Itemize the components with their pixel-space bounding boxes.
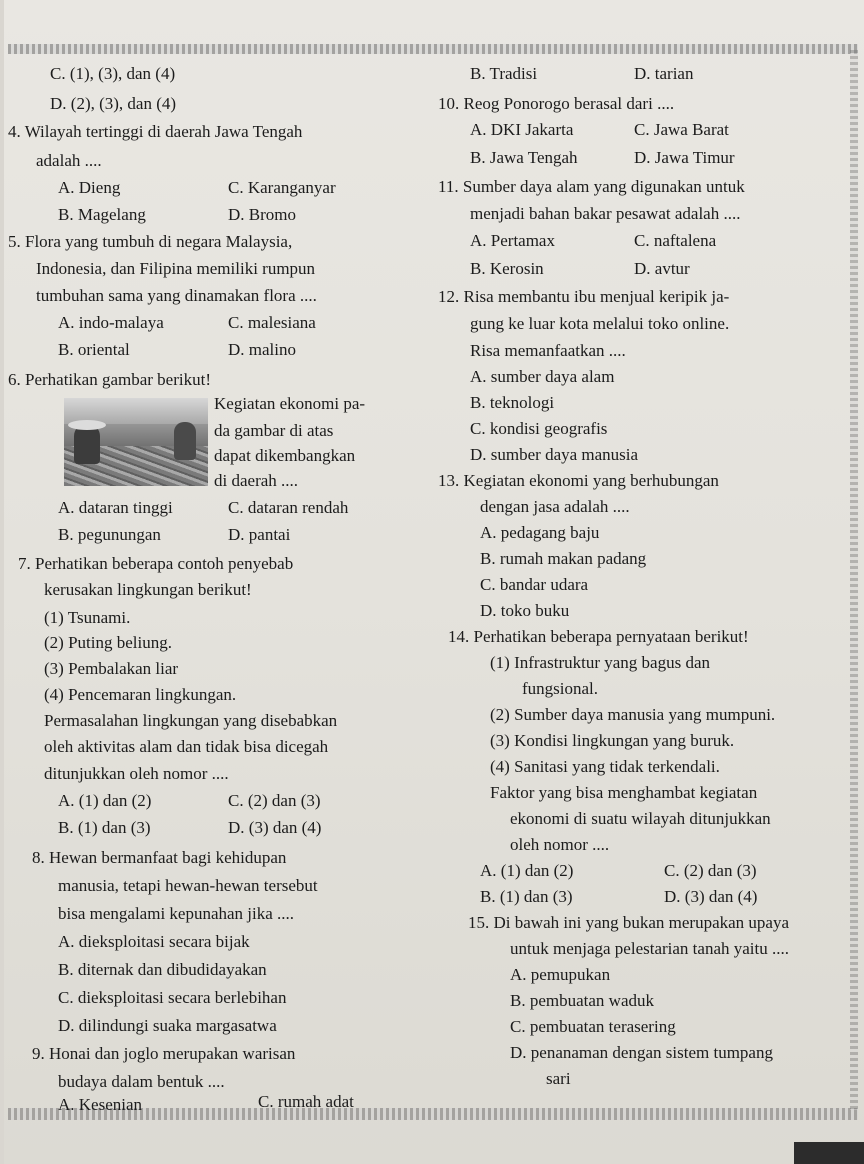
option-a: A. dataran tinggi bbox=[58, 498, 173, 517]
page-number-tab bbox=[794, 1142, 864, 1164]
option-b: B. Tradisi bbox=[470, 64, 538, 83]
option-c: C. Karanganyar bbox=[228, 178, 336, 197]
question-4: 4. Wilayah tertinggi di daerah Jawa Tengah bbox=[8, 122, 303, 141]
list-item: fungsional. bbox=[522, 679, 599, 698]
option-b: B. teknologi bbox=[470, 393, 555, 412]
decorative-border-top bbox=[8, 44, 858, 54]
option-a: A. (1) dan (2) bbox=[58, 791, 152, 810]
question-8: 8. Hewan bermanfaat bagi kehidupan bbox=[32, 848, 287, 867]
option-a: A. Dieng bbox=[58, 178, 121, 197]
option-d: D. Jawa Timur bbox=[634, 148, 735, 167]
question-text: oleh aktivitas alam dan tidak bisa dicegah bbox=[44, 737, 329, 756]
option-c: C. rumah adat bbox=[258, 1092, 354, 1111]
option-c: C. pembuatan terasering bbox=[510, 1017, 676, 1036]
option-c: C. malesiana bbox=[228, 313, 316, 332]
question-text: Indonesia, dan Filipina memiliki rumpun bbox=[36, 259, 316, 278]
option-c: C. bandar udara bbox=[480, 575, 589, 594]
option-a: A. pemupukan bbox=[510, 965, 611, 984]
option-d: D. avtur bbox=[634, 259, 690, 278]
question-text: Kegiatan ekonomi pa- bbox=[214, 394, 366, 413]
question-text: Risa memanfaatkan .... bbox=[470, 341, 626, 360]
option-b: B. oriental bbox=[58, 340, 130, 359]
question-text: dengan jasa adalah .... bbox=[480, 497, 630, 516]
option-d: D. toko buku bbox=[480, 601, 570, 620]
option-b: B. pegunungan bbox=[58, 525, 161, 544]
list-item: (4) Pencemaran lingkungan. bbox=[44, 685, 237, 704]
option-c: C. (2) dan (3) bbox=[664, 861, 757, 880]
question-text: manusia, tetapi hewan-hewan tersebut bbox=[58, 876, 318, 895]
option-d: D. (3) dan (4) bbox=[228, 818, 322, 837]
question-11: 11. Sumber daya alam yang digunakan untuk bbox=[438, 177, 745, 196]
option-line: D. (2), (3), dan (4) bbox=[50, 94, 177, 113]
question-text: kerusakan lingkungan berikut! bbox=[44, 580, 252, 599]
option-b: B. rumah makan padang bbox=[480, 549, 647, 568]
list-item: (2) Puting beliung. bbox=[44, 633, 172, 652]
option-a: A. sumber daya alam bbox=[470, 367, 615, 386]
list-item: (3) Kondisi lingkungan yang buruk. bbox=[490, 731, 735, 750]
fish-drying-photo bbox=[64, 398, 208, 486]
question-text: ekonomi di suatu wilayah ditunjukkan bbox=[510, 809, 771, 828]
option-c: C. kondisi geografis bbox=[470, 419, 608, 438]
list-item: (2) Sumber daya manusia yang mumpuni. bbox=[490, 705, 776, 724]
list-item: (3) Pembalakan liar bbox=[44, 659, 179, 678]
question-text: ditunjukkan oleh nomor .... bbox=[44, 764, 229, 783]
option-a: A. dieksploitasi secara bijak bbox=[58, 932, 250, 951]
question-6: 6. Perhatikan gambar berikut! bbox=[8, 370, 211, 389]
question-7: 7. Perhatikan beberapa contoh penyebab bbox=[18, 554, 294, 573]
option-c: C. (2) dan (3) bbox=[228, 791, 321, 810]
question-text: menjadi bahan bakar pesawat adalah .... bbox=[470, 204, 741, 223]
option-c: C. naftalena bbox=[634, 231, 717, 250]
option-d: D. sumber daya manusia bbox=[470, 445, 639, 464]
option-c: C. dataran rendah bbox=[228, 498, 349, 517]
question-text: Faktor yang bisa menghambat kegiatan bbox=[490, 783, 758, 802]
option-text: sari bbox=[546, 1069, 571, 1088]
question-9: 9. Honai dan joglo merupakan warisan bbox=[32, 1044, 296, 1063]
decorative-border-right bbox=[850, 50, 858, 1110]
option-line: C. (1), (3), dan (4) bbox=[50, 64, 176, 83]
question-12: 12. Risa membantu ibu menjual keripik ja- bbox=[438, 287, 730, 306]
option-b: B. Jawa Tengah bbox=[470, 148, 578, 167]
list-item: (4) Sanitasi yang tidak terkendali. bbox=[490, 757, 720, 776]
option-b: B. diternak dan dibudidayakan bbox=[58, 960, 267, 979]
list-item: (1) Tsunami. bbox=[44, 608, 131, 627]
option-b: B. Kerosin bbox=[470, 259, 544, 278]
question-text: bisa mengalami kepunahan jika .... bbox=[58, 904, 295, 923]
question-text: dapat dikembangkan bbox=[214, 446, 356, 465]
question-text: tumbuhan sama yang dinamakan flora .... bbox=[36, 286, 317, 305]
question-text: da gambar di atas bbox=[214, 421, 334, 440]
option-c: C. Jawa Barat bbox=[634, 120, 729, 139]
option-a: A. DKI Jakarta bbox=[470, 120, 574, 139]
option-b: B. (1) dan (3) bbox=[58, 818, 151, 837]
list-item: (1) Infrastruktur yang bagus dan bbox=[490, 653, 710, 672]
question-text: di daerah .... bbox=[214, 471, 299, 490]
question-text: adalah .... bbox=[36, 151, 102, 170]
question-14: 14. Perhatikan beberapa pernyataan berikut! bbox=[448, 627, 749, 646]
option-b: B. (1) dan (3) bbox=[480, 887, 573, 906]
option-d: D. (3) dan (4) bbox=[664, 887, 758, 906]
option-a: A. Pertamax bbox=[470, 231, 555, 250]
question-10: 10. Reog Ponorogo berasal dari .... bbox=[438, 94, 675, 113]
question-text: oleh nomor .... bbox=[510, 835, 610, 854]
option-d: D. malino bbox=[228, 340, 296, 359]
option-a: A. (1) dan (2) bbox=[480, 861, 574, 880]
option-d: D. pantai bbox=[228, 525, 291, 544]
option-a: A. pedagang baju bbox=[480, 523, 600, 542]
option-d: D. tarian bbox=[634, 64, 694, 83]
option-d: D. dilindungi suaka margasatwa bbox=[58, 1016, 277, 1035]
option-b: B. Magelang bbox=[58, 205, 146, 224]
question-text: untuk menjaga pelestarian tanah yaitu .... bbox=[510, 939, 789, 958]
question-13: 13. Kegiatan ekonomi yang berhubungan bbox=[438, 471, 719, 490]
option-c: C. dieksploitasi secara berlebihan bbox=[58, 988, 287, 1007]
option-d: D. Bromo bbox=[228, 205, 296, 224]
option-d: D. penanaman dengan sistem tumpang bbox=[510, 1043, 773, 1062]
question-text: Permasalahan lingkungan yang disebabkan bbox=[44, 711, 338, 730]
question-text: budaya dalam bentuk .... bbox=[58, 1072, 225, 1091]
option-a: A. Kesenian bbox=[58, 1095, 143, 1114]
question-text: gung ke luar kota melalui toko online. bbox=[470, 314, 730, 333]
question-5: 5. Flora yang tumbuh di negara Malaysia, bbox=[8, 232, 293, 251]
option-a: A. indo-malaya bbox=[58, 313, 164, 332]
question-15: 15. Di bawah ini yang bukan merupakan upaya bbox=[468, 913, 790, 932]
option-b: B. pembuatan waduk bbox=[510, 991, 654, 1010]
